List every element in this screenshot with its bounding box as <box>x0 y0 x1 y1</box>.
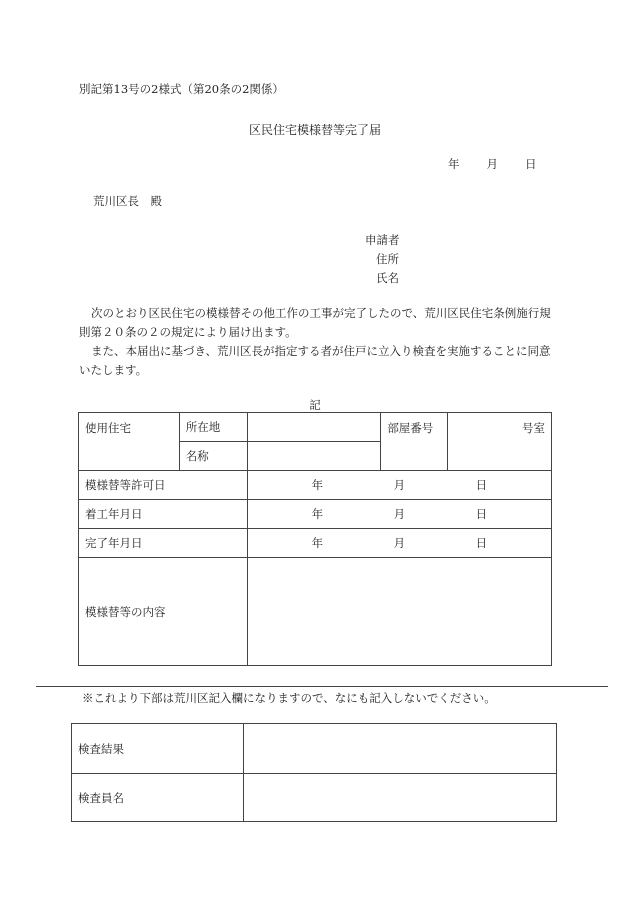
date-year-label: 年 <box>448 157 460 171</box>
form-identifier: 別記第13号の2様式（第20条の2関係） <box>79 82 284 96</box>
permit-date-field[interactable]: 年 月 日 <box>247 471 551 500</box>
alteration-content-field[interactable] <box>247 558 551 666</box>
inspection-result-label: 検査結果 <box>72 724 244 774</box>
inspector-name-field <box>243 774 556 822</box>
office-use-note: ※これより下部は荒川区記入欄になりますので、なにも記入しないでください。 <box>82 691 496 705</box>
inspection-result-field <box>243 724 556 774</box>
room-number-field[interactable] <box>448 413 552 471</box>
office-use-table <box>71 723 557 822</box>
inspector-name-label: 検査員名 <box>72 774 244 822</box>
room-suffix: 号室 <box>522 421 545 435</box>
declaration-paragraph-1: 次のとおり区民住宅の模様替その他工作の工事が完了したので、荒川区民住宅条例施行規則第２０条の２の規定により届け出ます。 <box>79 306 551 339</box>
document-title: 区民住宅模様替等完了届 <box>248 123 381 137</box>
start-date-label: 着工年月日 <box>79 500 248 529</box>
alteration-content-label: 模様替等の内容 <box>79 558 248 666</box>
room-number-label: 部屋番号 <box>381 413 448 471</box>
completion-date-label: 完了年月日 <box>79 529 248 558</box>
declaration-paragraph-2: また、本届出に基づき、荒川区長が指定する者が住戸に立入り検査を実施することに同意いたします。 <box>79 344 551 377</box>
cut-line-divider <box>36 686 608 687</box>
housing-name-field[interactable] <box>247 442 381 471</box>
ki-heading: 記 <box>309 398 321 412</box>
permit-date-label: 模様替等許可日 <box>79 471 248 500</box>
applicant-name-label: 氏名 <box>376 271 399 285</box>
addressee: 荒川区長 殿 <box>93 194 162 208</box>
housing-label: 使用住宅 <box>79 413 180 471</box>
date-month-label: 月 <box>486 157 498 171</box>
completion-details-table <box>78 412 552 666</box>
applicant-block <box>365 231 400 288</box>
completion-date-field[interactable]: 年 月 日 <box>247 529 551 558</box>
applicant-address-label: 住所 <box>376 252 399 266</box>
date-day-label: 日 <box>525 157 537 171</box>
applicant-label: 申請者 <box>365 233 400 247</box>
submission-date-line <box>448 156 537 172</box>
start-date-field[interactable]: 年 月 日 <box>247 500 551 529</box>
location-field[interactable] <box>247 413 381 442</box>
declaration-text <box>79 304 554 380</box>
housing-name-label: 名称 <box>179 442 247 471</box>
location-label: 所在地 <box>179 413 247 442</box>
